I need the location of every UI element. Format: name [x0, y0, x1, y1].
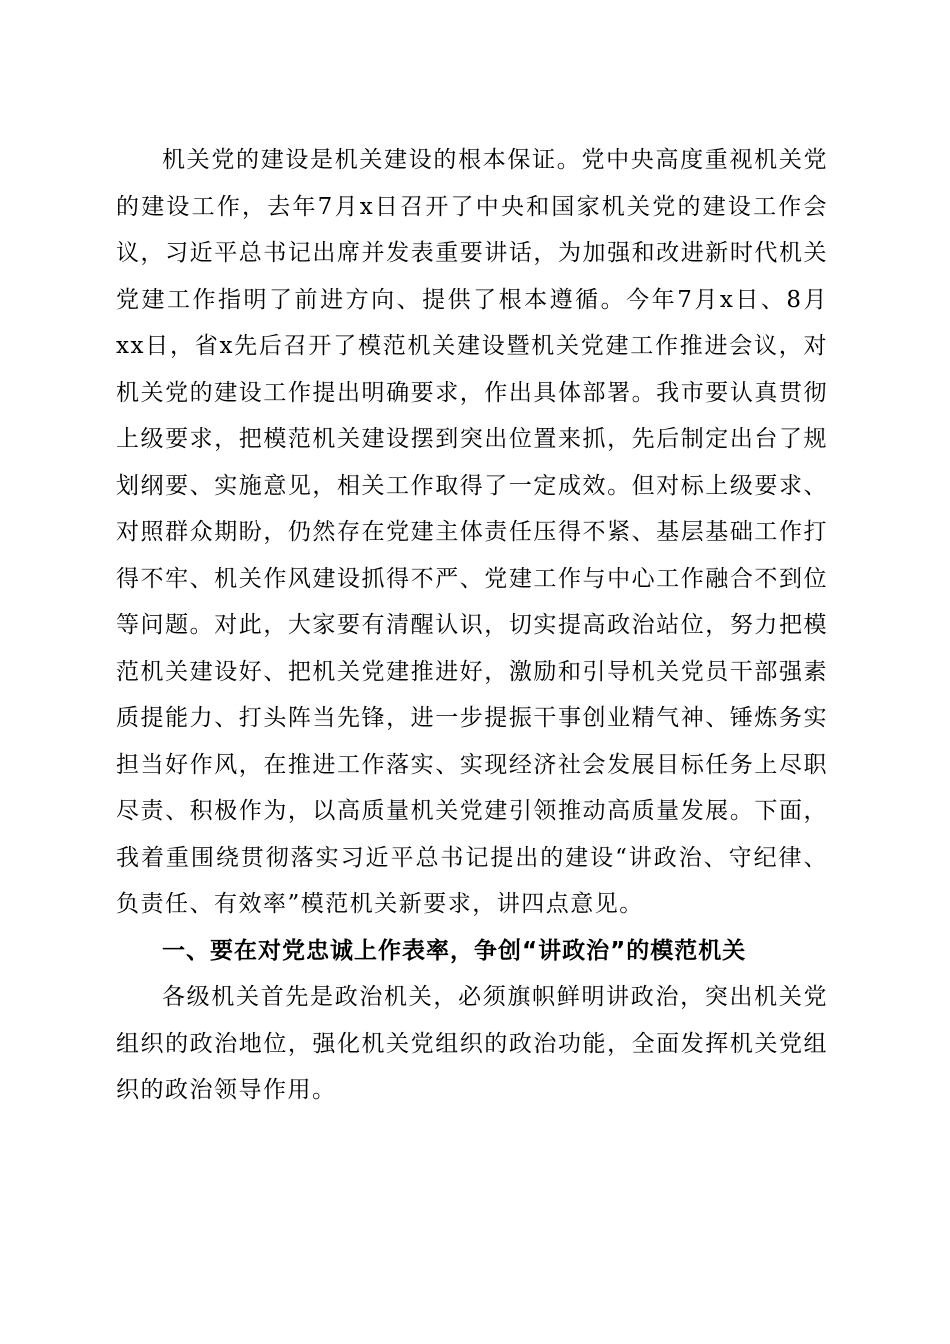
intro-paragraph: 机关党的建设是机关建设的根本保证。党中央高度重视机关党的建设工作，去年7月x日召开了中央和国家机关党的建设工作会议，习近平总书记出席并发表重要讲话，为加强和改进新时代机关党建工作指明了前进方向、提供了根本遵循。今年7月x日、8月xx日，省x先后召开了模范机关建设暨机关党建工作推进会议，对机关党的建设工作提出明确要求，作出具体部署。我市要认真贯彻上级要求，把模范机关建设摆到突出位置来抓，先后制定出台了规划纲要、实施意见，相关工作取得了一定成效。但对标上级要求、对照群众期盼，仍然存在党建主体责任压得不紧、基层基础工作打得不牢、机关作风建设抓得不严、党建工作与中心工作融合不到位等问题。对此，大家要有清醒认识，切实提高政治站位，努力把模范机关建设好、把机关党建推进好，激励和引导机关党员干部强素质提能力、打头阵当先锋，进一步提振干事创业精气神、锤炼务实担当好作风，在推进工作落实、实现经济社会发展目标任务上尽职尽责、积极作为，以高质量机关党建引领推动高质量发展。下面，我着重围绕贯彻落实习近平总书记提出的建设“讲政治、守纪律、负责任、有效率”模范机关新要求，讲四点意见。: [116, 147, 828, 917]
section-paragraph: 各级机关首先是政治机关，必须旗帜鲜明讲政治，突出机关党组织的政治地位，强化机关党组织的政治功能，全面发挥机关党组织的政治领导作用。: [116, 984, 828, 1103]
section-heading: 一、要在对党忠诚上作表率，争创“讲政治”的模范机关: [162, 937, 747, 964]
document-body: [116, 137, 828, 1114]
